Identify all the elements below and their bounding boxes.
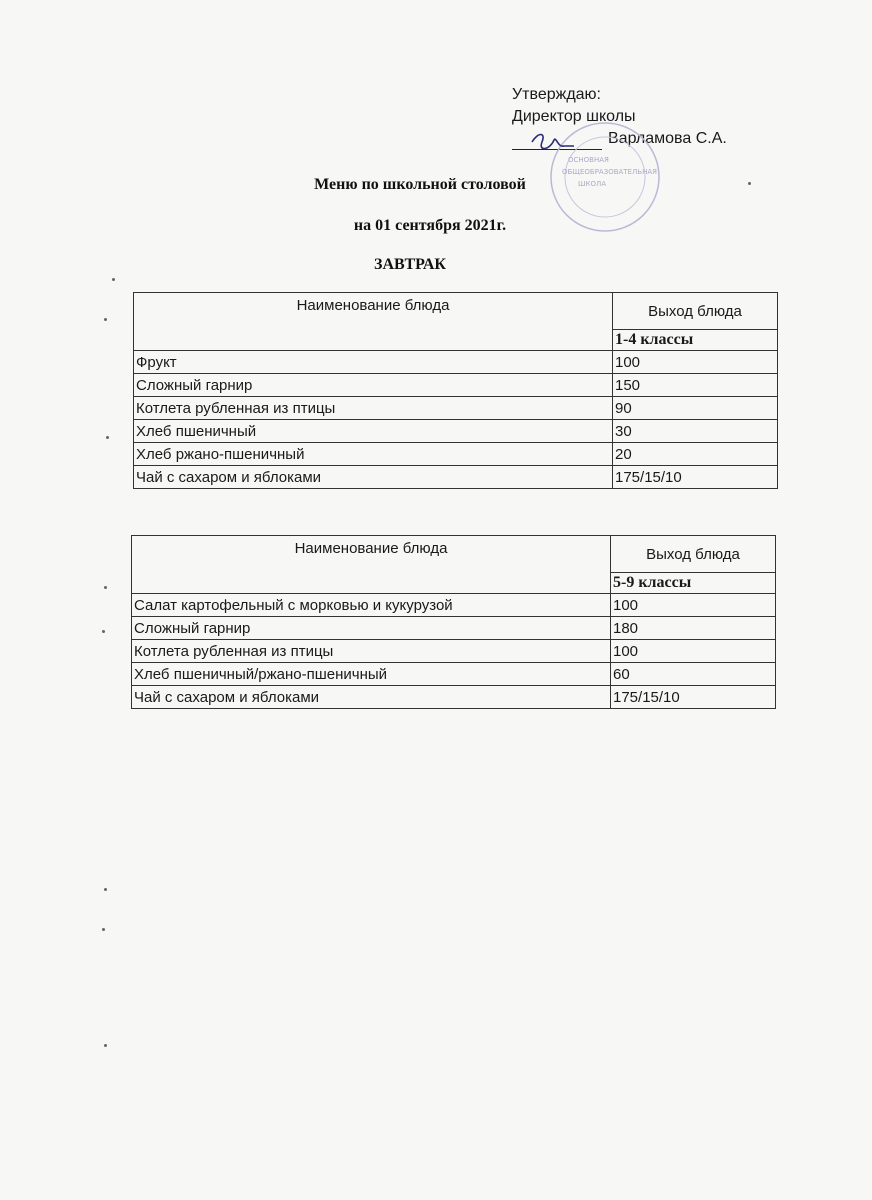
table-row: [134, 466, 778, 489]
dish-name: Хлеб ржано-пшеничный: [134, 443, 613, 466]
scan-speck: [104, 888, 107, 891]
dish-output: 60: [611, 663, 776, 686]
svg-text:ОСНОВНАЯ: ОСНОВНАЯ: [568, 156, 609, 164]
table-row: [132, 663, 776, 686]
table-row: [132, 617, 776, 640]
dish-output: 100: [611, 640, 776, 663]
svg-text:ОБЩЕОБРАЗОВАТЕЛЬНАЯ: ОБЩЕОБРАЗОВАТЕЛЬНАЯ: [562, 168, 657, 176]
dish-output: 175/15/10: [611, 686, 776, 709]
header-name: Наименование блюда: [132, 536, 611, 594]
signature-icon: [528, 128, 578, 158]
document-title: Меню по школьной столовой: [314, 176, 526, 193]
dish-name: Сложный гарнир: [132, 617, 611, 640]
dish-name: Котлета рубленная из птицы: [134, 397, 613, 420]
document-date: на 01 сентября 2021г.: [353, 217, 507, 234]
dish-name: Хлеб пшеничный: [134, 420, 613, 443]
table-row: [132, 686, 776, 709]
dish-name: Фрукт: [134, 351, 613, 374]
scan-speck: [102, 630, 105, 633]
dish-output: 175/15/10: [613, 466, 778, 489]
scan-speck: [104, 1044, 107, 1047]
dish-output: 90: [613, 397, 778, 420]
dish-name: Сложный гарнир: [134, 374, 613, 397]
header-output: Выход блюда: [613, 293, 778, 330]
meal-title: ЗАВТРАК: [373, 256, 447, 273]
dish-name: Чай с сахаром и яблоками: [134, 466, 613, 489]
svg-text:ШКОЛА: ШКОЛА: [578, 180, 607, 188]
scan-speck: [106, 436, 109, 439]
dish-output: 30: [613, 420, 778, 443]
table-row: [134, 374, 778, 397]
header-output: Выход блюда: [611, 536, 776, 573]
approval-position: Директор школы: [512, 108, 636, 125]
dish-output: 100: [613, 351, 778, 374]
class-label: 1-4 классы: [613, 330, 778, 351]
dish-output: 100: [611, 594, 776, 617]
dish-name: Салат картофельный с морковью и кукурузой: [132, 594, 611, 617]
table-row: [132, 640, 776, 663]
dish-output: 150: [613, 374, 778, 397]
approval-signer: Варламова С.А.: [608, 130, 727, 147]
dish-name: Котлета рубленная из птицы: [132, 640, 611, 663]
scan-speck: [748, 182, 751, 185]
menu-table-1-4: [133, 292, 778, 489]
menu-table-5-9: [131, 535, 776, 709]
dish-output: 180: [611, 617, 776, 640]
scan-speck: [112, 278, 115, 281]
scan-speck: [102, 928, 105, 931]
class-label: 5-9 классы: [611, 573, 776, 594]
dish-name: Хлеб пшеничный/ржано-пшеничный: [132, 663, 611, 686]
table-row: [134, 351, 778, 374]
dish-output: 20: [613, 443, 778, 466]
scan-speck: [104, 318, 107, 321]
header-name: Наименование блюда: [134, 293, 613, 351]
table-row: [132, 594, 776, 617]
table-row: [134, 443, 778, 466]
approval-label: Утверждаю:: [512, 86, 601, 103]
scan-speck: [104, 586, 107, 589]
table-row: [134, 397, 778, 420]
dish-name: Чай с сахаром и яблоками: [132, 686, 611, 709]
table-row: [134, 420, 778, 443]
